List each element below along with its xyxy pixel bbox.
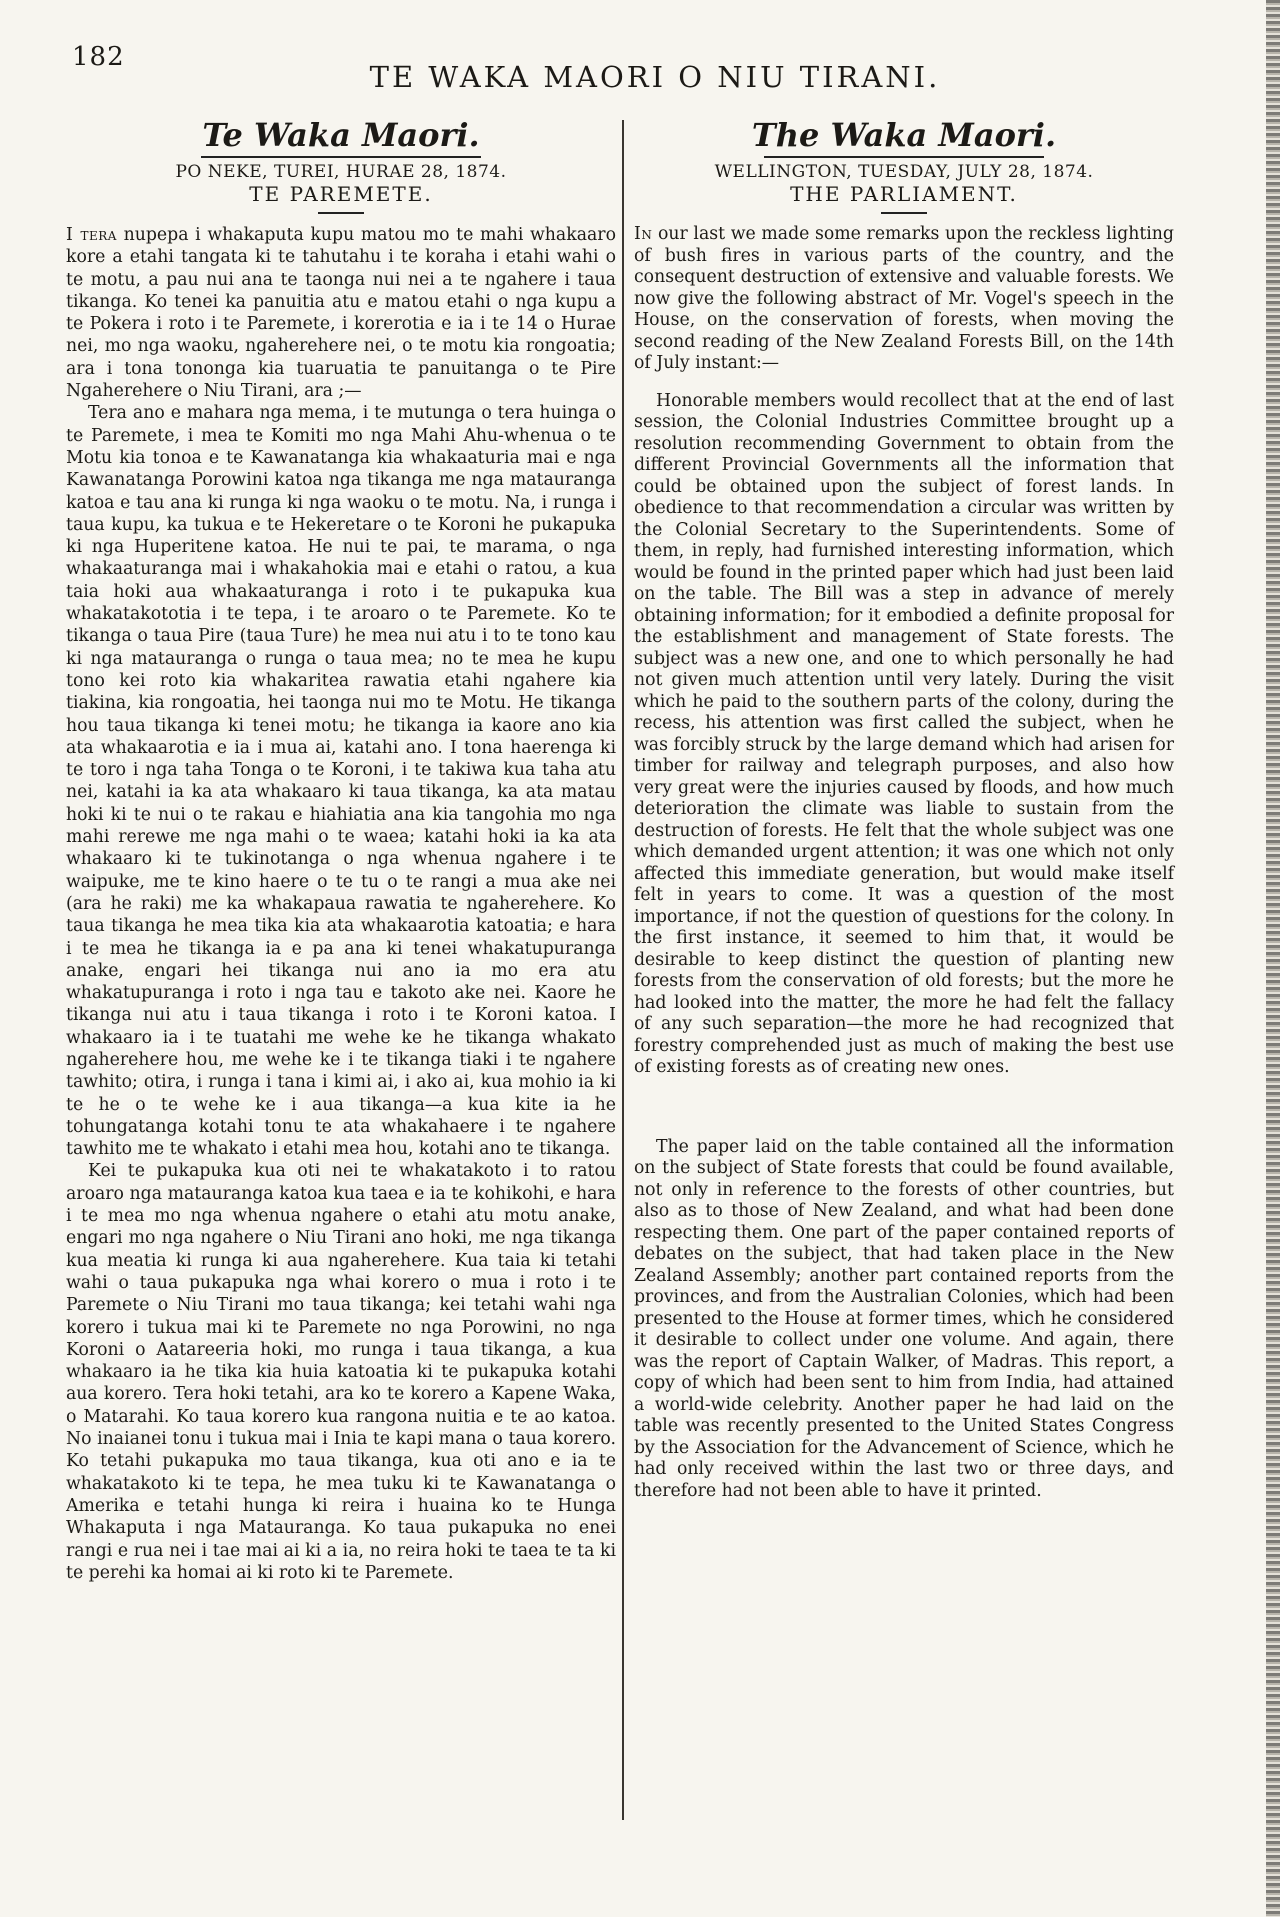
left-paragraph-1-text: nupepa i whakaputa kupu matou mo te mahi whakaaro kore a etahi tangata ki te tahutahu i te koraha i etahi wahi o te motu, a pau nui ana te taonga nui nei a te ngahere i taua tikanga. Ko tenei ka panuitia atu e matou etahi o nga kupu a te Pokera i roto i te Paremete, i korerotia e ia i te 14 o Hurae nei, mo nga waoku, ngaherehere nei, o te motu kia rongoatia; ara i tona tononga kia tuaruatia te panuitanga o te Pire Ngaherehere o Niu Tirani, ara ;—	[66, 225, 616, 402]
english-column	[634, 112, 1174, 1502]
page-edge	[1266, 0, 1280, 1917]
right-dateline: WELLINGTON, TUESDAY, JULY 28, 1874.	[714, 162, 1094, 182]
column-divider	[622, 120, 624, 1820]
left-lead-word: I tera	[66, 225, 117, 245]
left-paragraph-1	[66, 224, 616, 402]
right-paragraph-1	[634, 224, 1174, 375]
section-rule	[881, 212, 927, 214]
spacer	[634, 1079, 1174, 1137]
masthead-rule	[764, 156, 1044, 158]
left-masthead: Te Waka Maori.	[202, 116, 480, 154]
section-rule	[318, 212, 364, 214]
right-paragraph-2: Honorable members would recollect that at the end of last session, the Colonial Industries Committee brought up a resolution recommending Government to obtain from the different Provincial Governments all the information that could be obtained upon the subject of forest lands. In obedience to that recommendation a circular was written by the Colonial Secretary to the Superintendents. Some of them, in reply, had furnished interesting information, which would be found in the printed paper which had just been laid on the table. The Bill was a step in advance of merely obtaining information; for it embodied a definite proposal for the establishment and management of State forests. The subject was a new one, and one to which personally he had not given much attention until very lately. During the visit which he paid to the southern parts of the colony, during the recess, his attention was first called the subject, when he was forcibly struck by the large demand which had arisen for timber for railway and telegraph purposes, and also how very great were the injuries caused by floods, and how much deterioration the climate was liable to sustain from the destruction of forests. He felt that the whole subject was one which demanded urgent attention; it was one which not only affected this immediate generation, but would make itself felt in years to come. It was a question of the most importance, if not the question of questions for the colony. In the first instance, it seemed to him that, it would be desirable to keep distinct the question of planting new forests from the conservation of old forests; but the more he had looked into the matter, the more he had felt the fallacy of any such separation—the more he had recognized that forestry comprehended just as much of making the best use of existing forests as of creating new ones.	[634, 390, 1174, 1077]
right-masthead: The Waka Maori.	[751, 116, 1057, 154]
right-heading: THE PARLIAMENT.	[790, 182, 1018, 206]
left-dateline: PO NEKE, TUREI, HURAE 28, 1874.	[175, 162, 507, 182]
maori-column	[66, 112, 616, 1584]
left-paragraph-3: Kei te pukapuka kua oti nei te whakatakoto i to ratou aroaro nga matauranga katoa kua taea e ia te kohikohi, e hara i te mea mo nga whenua ngahere o etahi atu motu anake, engari mo nga ngahere o Niu Tirani ano hoki, me nga tikanga kua meatia ki runga ki aua ngaherehere. Kua taia ki tetahi wahi o taua pukapuka nga whai korero o mua i roto i te Paremete o Niu Tirani mo taua tikanga; kei tetahi wahi nga korero i tukua mai ki te Paremete no nga Porowini, no nga Koroni o Aatareeria hoki, mo runga i taua tikanga, a kua whakaaro ia he tika kia huia katoatia ki te pukapuka kotahi aua korero. Tera hoki tetahi, ara ko te korero a Kapene Waka, o Matarahi. Ko taua korero kua rangona nuitia e te ao katoa. No inaianei tonu i tukua mai i Inia te kapi mana o taua korero. Ko tetahi pukapuka mo taua tikanga, kua oti ano e ia te whakatakoto ki te tepa, he mea tuku ki te Kawanatanga o Amerika e tetahi hunga ki reira i huaina ko te Hunga Whakaputa i nga Matauranga. Ko taua pukapuka no enei rangi e rua nei i tae mai ai ki a ia, no reira hoki te taea te ta ki te perehi ka homai ai ki roto ki te Paremete.	[66, 1161, 616, 1583]
masthead-rule	[201, 156, 481, 158]
right-lead-word: In	[634, 224, 653, 244]
running-head: TE WAKA MAORI O NIU TIRANI.	[369, 60, 941, 94]
spacer	[634, 375, 1174, 391]
left-paragraph-2: Tera ano e mahara nga mema, i te mutunga o tera huinga o te Paremete, i mea te Komiti mo nga Mahi Ahu-whenua o te Motu kia tonoa e te Kawanatanga kia whakaaturia mai e nga Kawanatanga Porowini katoa nga tikanga me nga matauranga katoa e tau ana ki runga ki nga waoku o te motu. Na, i runga i taua kupu, ka tukua e te Hekeretare o te Koroni he pukapuka ki nga Huperitene katoa. He nui te pai, te marama, o nga whakaaturanga mai i whakahokia mai e etahi o ratou, a kua taia hoki aua whakaaturanga i roto i te pukapuka kua whakatakototia i te tepa, i te aroaro o te Paremete. Ko te tikanga o taua Pire (taua Ture) he mea nui atu i to te tono kau ki nga matauranga o runga o taua mea; no te mea he kupu tono kei roto kia whakaritea rawatia etahi ngahere kia tiakina, kia rongoatia, hei taonga nui mo te Motu. He tikanga hou taua tikanga ki tenei motu; he tikanga ia kaore ano kia ata whakaarotia e ia i mua ai, katahi ano. I tona haerenga ki te toro i nga taha Tonga o te Koroni, i te takiwa kua taha atu nei, katahi ia ka ata whakaaro ki taua tikanga, ka ata matau hoki ki te nui o te rakau e hiahiatia ana kia tangohia mo nga mahi rerewe me nga mahi o te waea; katahi hoki ia ka ata whakaaro ki te tukinotanga o nga whenua ngahere i te waipuke, me te kino haere o te tu o te rangi a mua ake nei (ara he raki) me ka whakapaua rawatia te ngaherehere. Ko taua tikanga he mea tika kia ata whakaarotia katoatia; e hara i te mea he tikanga ia e pa ana ki tenei whakatupuranga anake, engari hei tikanga nui ano ia mo era atu whakatupuranga i roto i nga tau e takoto ake nei. Kaore he tikanga nui atu i taua tikanga i roto i te Koroni katoa. I whakaaro ia i te tuatahi me wehe ke he tikanga whakato ngaherehere hou, me wehe ke i te tikanga tiaki i te ngahere tawhito; otira, i runga i tana i kimi ai, i ako ai, kua mohio ia ki te he o te wehe ke i aua tikanga—a kua kite ia he tohungatanga kotahi tonu te ata whakahaere i te ngahere tawhito me te whakato i etahi mea hou, kotahi ano te tikanga.	[66, 403, 616, 1160]
right-paragraph-1-text: our last we made some remarks upon the reckless lighting of bush fires in various parts of the country, and the consequent destruction of extensive and valuable forests. We now give the following abstract of Mr. Vogel's speech in the House, on the conservation of forests, when moving the second reading of the New Zealand Forests Bill, on the 14th of July instant:—	[634, 224, 1174, 373]
right-paragraph-3: The paper laid on the table contained all the information on the subject of State forests that could be found available, not only in reference to the forests of other countries, but also as to those of New Zealand, and what had been done respecting them. One part of the paper contained reports of debates on the subject, that had taken place in the New Zealand Assembly; another part contained reports from the provinces, and from the Australian Colonies, which had been presented to the House at former times, which he considered it desirable to collect under one volume. And again, there was the report of Captain Walker, of Madras. This report, a copy of which had been sent to him from India, had attained a world-wide celebrity. Another paper he had laid on the table was recently presented to the United States Congress by the Association for the Advancement of Science, which he had only received within the last two or three days, and therefore had not been able to have it printed.	[634, 1136, 1174, 1501]
page-number: 182	[72, 42, 125, 72]
left-heading: TE PAREMETE.	[249, 182, 433, 206]
